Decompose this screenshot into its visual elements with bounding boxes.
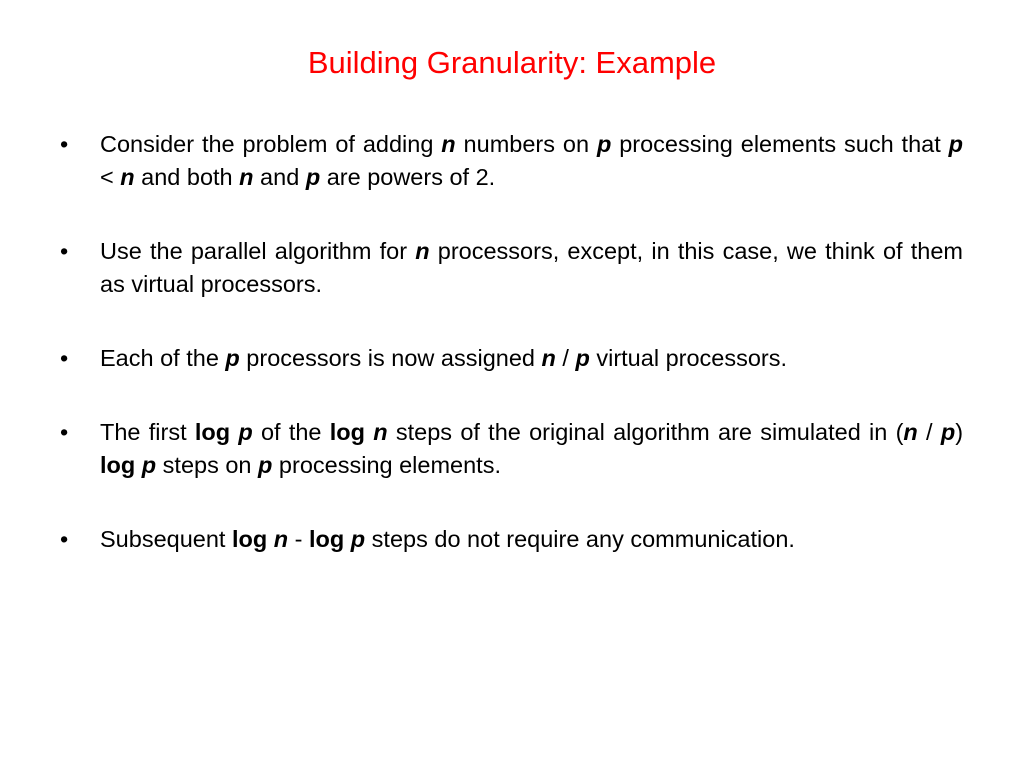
bullet-text-segment: processing elements such that xyxy=(611,131,949,157)
bullet-text-segment: and xyxy=(253,164,306,190)
bullet-text-segment: p xyxy=(305,164,321,190)
bullet-marker: • xyxy=(60,526,69,552)
bullet-item xyxy=(58,128,963,194)
bullet-text-segment: log xyxy=(309,526,345,552)
bullet-marker: • xyxy=(60,345,69,371)
bullet-text-segment: ) xyxy=(955,419,964,445)
bullet-text-segment: / xyxy=(917,419,941,445)
bullet-text-segment: The first xyxy=(100,419,195,445)
bullet-text-segment: n xyxy=(541,345,556,371)
bullet-marker: • xyxy=(60,131,69,157)
bullet-text-segment: / xyxy=(555,345,576,371)
slide-title: Building Granularity: Example xyxy=(307,45,717,80)
bullet-list xyxy=(58,128,963,556)
bullet-text-segment: processors is now assigned xyxy=(239,345,542,371)
bullet-marker: • xyxy=(60,238,69,264)
bullet-text-segment: log xyxy=(231,526,268,552)
bullet-marker: • xyxy=(60,419,69,445)
bullet-text-segment: log xyxy=(329,419,366,445)
bullet-text-segment: steps on xyxy=(156,452,259,478)
bullet-text-segment: log xyxy=(100,452,136,478)
bullet-text-segment: n xyxy=(239,164,254,190)
bullet-text-segment: p xyxy=(575,345,590,371)
bullet-text-segment: numbers on xyxy=(455,131,597,157)
bullet-text-segment: Consider the problem of adding xyxy=(100,131,442,157)
bullet-text-segment: Use the parallel algorithm for xyxy=(100,238,416,264)
bullet-text-segment: p xyxy=(940,419,956,445)
bullet-text-segment: processors, except, in this case, we think of them as virtual processors. xyxy=(100,238,963,297)
bullet-text-segment: of the xyxy=(252,419,330,445)
bullet-text-segment: steps do not require any communication. xyxy=(365,526,795,552)
bullet-text-segment: n xyxy=(415,238,430,264)
bullet-text-segment: n xyxy=(120,164,135,190)
bullet-item xyxy=(58,235,963,301)
bullet-text-segment: p xyxy=(225,345,240,371)
bullet-text-segment: Subsequent xyxy=(100,526,232,552)
bullet-text-segment: n xyxy=(441,131,456,157)
bullet-text-segment: p xyxy=(141,452,157,478)
bullet-text-segment: and both xyxy=(134,164,240,190)
bullet-text-segment: are powers of 2. xyxy=(320,164,496,190)
bullet-text-segment: Each of the xyxy=(100,345,226,371)
bullet-text-segment: n xyxy=(273,526,289,552)
bullet-item xyxy=(58,416,963,482)
bullet-text-segment: n xyxy=(373,419,388,445)
bullet-text-segment: - xyxy=(288,526,310,552)
bullet-text-segment: n xyxy=(903,419,918,445)
bullet-text-segment: p xyxy=(948,131,963,157)
bullet-text-segment: p xyxy=(238,419,253,445)
bullet-text-segment: p xyxy=(350,526,366,552)
bullet-text-segment: p xyxy=(596,131,612,157)
bullet-text-segment: p xyxy=(258,452,273,478)
bullet-text-segment: steps of the original algorithm are simulated in ( xyxy=(387,419,904,445)
bullet-text-segment: processing elements. xyxy=(272,452,501,478)
bullet-text-segment: virtual processors. xyxy=(589,345,788,371)
bullet-text-segment: < xyxy=(100,164,121,190)
bullet-text-segment: log xyxy=(194,419,231,445)
bullet-item xyxy=(58,342,963,375)
bullet-item xyxy=(58,523,963,556)
